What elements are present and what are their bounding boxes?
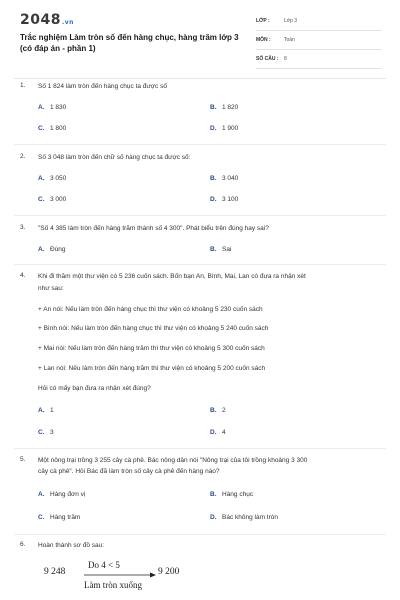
rounding-diagram (44, 560, 244, 600)
option-d[interactable] (210, 514, 278, 521)
meta-row-subject (256, 35, 382, 50)
option-c[interactable] (38, 429, 54, 436)
question-separator (14, 215, 386, 216)
option-d[interactable] (210, 196, 238, 203)
option-text: Sai (222, 246, 232, 253)
question-text-line-2: cây cà phê". Hỏi Bác đã làm tròn số cây cà phê đến hàng nào? (38, 468, 220, 475)
option-letter: D. (210, 125, 217, 132)
question-number: 1. (20, 82, 26, 89)
meta-row-count (256, 54, 382, 69)
option-c[interactable] (38, 125, 66, 132)
statement-an: + An nói: Nếu làm tròn đến hàng chục thì thư viện có khoảng 5 230 cuốn sách (38, 306, 263, 313)
question-number: 4. (20, 272, 26, 279)
option-letter: A. (38, 246, 45, 253)
question-prompt: Hỏi có mấy bạn đưa ra nhận xét đúng? (38, 385, 151, 392)
option-letter: A. (38, 104, 45, 111)
statement-binh: + Bình nói: Nếu làm tròn đến hàng chục thì thư viện có khoảng 5 240 cuốn sách (38, 325, 269, 332)
diagram-to-number: 9 200 (158, 567, 180, 577)
option-b[interactable] (210, 175, 238, 182)
meta-value: Toán (284, 37, 295, 43)
arrow-icon (84, 572, 156, 578)
option-d[interactable] (210, 429, 226, 436)
option-letter: B. (210, 104, 217, 111)
option-text: 3 (50, 429, 54, 436)
option-letter: D. (210, 196, 217, 203)
meta-value: Lớp 3 (284, 18, 298, 24)
question-text-line-1: Một nông trại trồng 3 255 cây cà phê. Bác nông dân nói "Nông trại của tôi trồng khoảng 3 300 (38, 457, 308, 464)
option-letter: C. (38, 429, 45, 436)
option-text: Bác không làm tròn (222, 514, 279, 521)
option-text: 1 900 (222, 125, 239, 132)
option-letter: A. (38, 175, 45, 182)
diagram-action: Làm tròn xuống (84, 580, 142, 590)
option-text: Hàng trăm (50, 514, 81, 521)
option-letter: D. (210, 514, 217, 521)
option-letter: C. (38, 196, 45, 203)
option-text: Hàng chục (222, 491, 254, 498)
question-text-line-1: Khi đi thăm một thư viện có 5 236 cuốn sách. Bốn bạn An, Bình, Mai, Lan có đưa ra nhận xét (38, 273, 306, 280)
option-a[interactable] (38, 491, 85, 498)
header-divider (14, 78, 386, 79)
site-logo[interactable] (20, 12, 74, 28)
option-b[interactable] (210, 407, 226, 414)
diagram-from-number: 9 248 (44, 567, 66, 577)
option-text: Hàng đơn vị (50, 491, 86, 498)
option-text: 1 800 (50, 125, 67, 132)
option-text: 3 000 (50, 196, 67, 203)
option-text: 3 100 (222, 196, 239, 203)
meta-label: MÔN : (256, 37, 271, 43)
meta-info (256, 16, 382, 73)
option-letter: B. (210, 491, 217, 498)
option-a[interactable] (38, 104, 66, 111)
logo-text: 2048 (20, 12, 61, 28)
question-separator (14, 144, 386, 145)
meta-row-class (256, 16, 382, 31)
option-c[interactable] (38, 196, 66, 203)
page-title: Trắc nghiệm Làm tròn số đến hàng chục, hàng trăm lớp 3 (có đáp án - phần 1) (20, 33, 239, 53)
option-letter: B. (210, 407, 217, 414)
option-letter: C. (38, 125, 45, 132)
option-text: 1 820 (222, 104, 239, 111)
diagram-condition: Do 4 < 5 (88, 560, 120, 570)
question-separator (14, 448, 386, 449)
header (20, 12, 382, 74)
option-text: 1 830 (50, 104, 67, 111)
option-text: 2 (222, 407, 226, 414)
question-number: 6. (20, 541, 26, 548)
option-text: 3 040 (222, 175, 239, 182)
option-a[interactable] (38, 246, 66, 253)
question-number: 5. (20, 456, 26, 463)
option-b[interactable] (210, 104, 238, 111)
logo-suffix: .vn (61, 19, 74, 26)
option-letter: A. (38, 407, 45, 414)
question-separator (14, 264, 386, 265)
option-letter: B. (210, 175, 217, 182)
option-letter: D. (210, 429, 217, 436)
statement-mai: + Mai nói: Nếu làm tròn đến hàng trăm thì thư viện có khoảng 5 300 cuốn sách (38, 345, 265, 352)
question-number: 3. (20, 224, 26, 231)
option-a[interactable] (38, 175, 66, 182)
statement-lan: + Lan nói: Nếu làm tròn đến hàng trăm thì thư viện có khoảng 5 200 cuốn sách (38, 365, 266, 372)
option-b[interactable] (210, 246, 231, 253)
question-number: 2. (20, 153, 26, 160)
meta-label: SỐ CÂU : (256, 56, 279, 62)
option-text: Đúng (50, 246, 66, 253)
question-text-line-2: như sau: (38, 285, 64, 292)
option-b[interactable] (210, 491, 253, 498)
question-text: Số 1 824 làm tròn đến hàng chục ta được số (38, 83, 167, 90)
question-text: Hoàn thành sơ đồ sau: (38, 542, 105, 549)
option-text: 3 050 (50, 175, 67, 182)
meta-value: 8 (284, 56, 287, 62)
question-text: Số 3 048 làm tròn đến chữ số hàng chục ta được số: (38, 154, 191, 161)
question-separator (14, 534, 386, 535)
option-text: 4 (222, 429, 226, 436)
option-letter: A. (38, 491, 45, 498)
option-a[interactable] (38, 407, 54, 414)
question-text: "Số 4 385 làm tròn đến hàng trăm thành số 4 300". Phát biểu trên đúng hay sai? (38, 225, 269, 232)
option-letter: C. (38, 514, 45, 521)
option-text: 1 (50, 407, 54, 414)
option-c[interactable] (38, 514, 80, 521)
meta-label: LỚP : (256, 18, 270, 24)
option-d[interactable] (210, 125, 238, 132)
option-letter: B. (210, 246, 217, 253)
